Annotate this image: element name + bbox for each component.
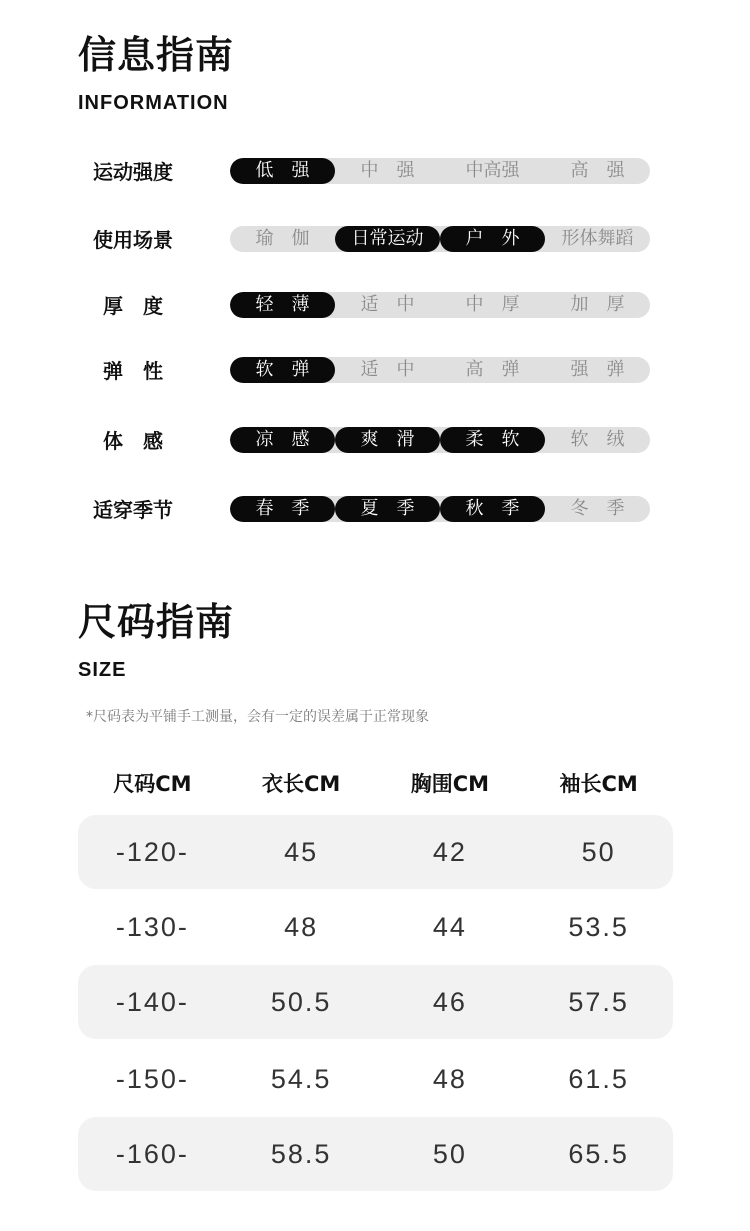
table-cell: 48 [284, 912, 319, 942]
info-row-label: 使用场景 [93, 228, 173, 252]
table-row [78, 890, 673, 964]
option-pill-selected: 低 强 [230, 158, 335, 184]
table-cell: 46 [432, 987, 467, 1017]
table-cell: 65.5 [568, 1139, 629, 1169]
info-section-title: 信息指南 [78, 33, 235, 77]
option-pill: 适 中 [360, 359, 415, 380]
table-cell: 48 [432, 1064, 467, 1094]
info-row-scenario [0, 226, 750, 254]
option-pill: 软 绒 [570, 429, 625, 450]
table-cell: 57.5 [568, 987, 629, 1017]
option-pill-selected: 日常运动 [335, 226, 440, 252]
table-cell: 58.5 [270, 1139, 332, 1169]
info-row-label: 运动强度 [93, 160, 173, 184]
option-pill: 形体舞蹈 [561, 228, 634, 249]
info-row-thickness [0, 292, 750, 320]
option-pill-selected: 软 弹 [230, 357, 335, 383]
option-track [230, 292, 650, 318]
table-cell: 50 [432, 1139, 467, 1169]
option-pill: 冬 季 [570, 498, 625, 519]
option-track [230, 496, 650, 522]
measurement-note: *尺码表为平铺手工测量，会有一定的误差属于正常现象 [86, 709, 429, 725]
info-section-subtitle: INFORMATION [78, 92, 229, 114]
option-pill-selected: 柔 软 [440, 427, 545, 453]
option-pill-selected: 秋 季 [440, 496, 545, 522]
option-track [230, 357, 650, 383]
table-cell: -150- [115, 1064, 189, 1094]
option-track [230, 226, 650, 252]
table-cell: 53.5 [568, 912, 629, 942]
option-pill-selected: 轻 薄 [230, 292, 335, 318]
option-pill: 适 中 [360, 294, 415, 315]
option-pill-selected: 夏 季 [335, 496, 440, 522]
table-cell: -120- [115, 837, 189, 867]
table-row [78, 1117, 673, 1191]
table-cell: 45 [284, 837, 319, 867]
info-row-label: 厚 度 [103, 294, 163, 318]
option-track [230, 158, 650, 184]
option-pill-selected: 春 季 [230, 496, 335, 522]
option-pill: 强 弹 [570, 359, 625, 380]
info-row-intensity [0, 158, 750, 186]
table-row [78, 1042, 673, 1116]
table-row [78, 965, 673, 1039]
header-cell: 衣长CM [261, 772, 341, 796]
option-pill: 加 厚 [570, 294, 625, 315]
size-section-subtitle: SIZE [78, 659, 127, 681]
option-pill: 中 厚 [465, 294, 520, 315]
info-row-elasticity [0, 357, 750, 385]
header-cell: 尺码CM [113, 772, 192, 796]
table-cell: 54.5 [270, 1064, 332, 1094]
option-pill: 高 弹 [465, 359, 520, 380]
info-row-label: 弹 性 [103, 359, 163, 383]
option-pill-selected: 户 外 [440, 226, 545, 252]
table-cell: -160- [115, 1139, 189, 1169]
table-cell: 44 [432, 912, 467, 942]
table-cell: -140- [115, 987, 189, 1017]
table-cell: 50 [581, 837, 616, 867]
table-row [78, 815, 673, 889]
option-pill: 高 强 [570, 160, 625, 181]
option-pill: 中高强 [465, 160, 520, 181]
header-cell: 袖长CM [559, 772, 638, 796]
option-pill: 中 强 [360, 160, 415, 181]
option-track [230, 427, 650, 453]
info-row-label: 体 感 [103, 429, 163, 453]
header-cell: 胸围CM [410, 772, 490, 796]
table-cell: 50.5 [270, 987, 332, 1017]
table-cell: 42 [432, 837, 467, 867]
option-pill: 瑜 伽 [255, 228, 310, 249]
info-row-feel [0, 427, 750, 455]
option-pill-selected: 凉 感 [230, 427, 335, 453]
size-section-title: 尺码指南 [78, 600, 235, 644]
size-table-header [78, 768, 673, 800]
info-row-season [0, 496, 750, 524]
option-pill-selected: 爽 滑 [335, 427, 440, 453]
table-cell: 61.5 [568, 1064, 629, 1094]
table-cell: -130- [115, 912, 189, 942]
info-row-label: 适穿季节 [93, 498, 173, 522]
